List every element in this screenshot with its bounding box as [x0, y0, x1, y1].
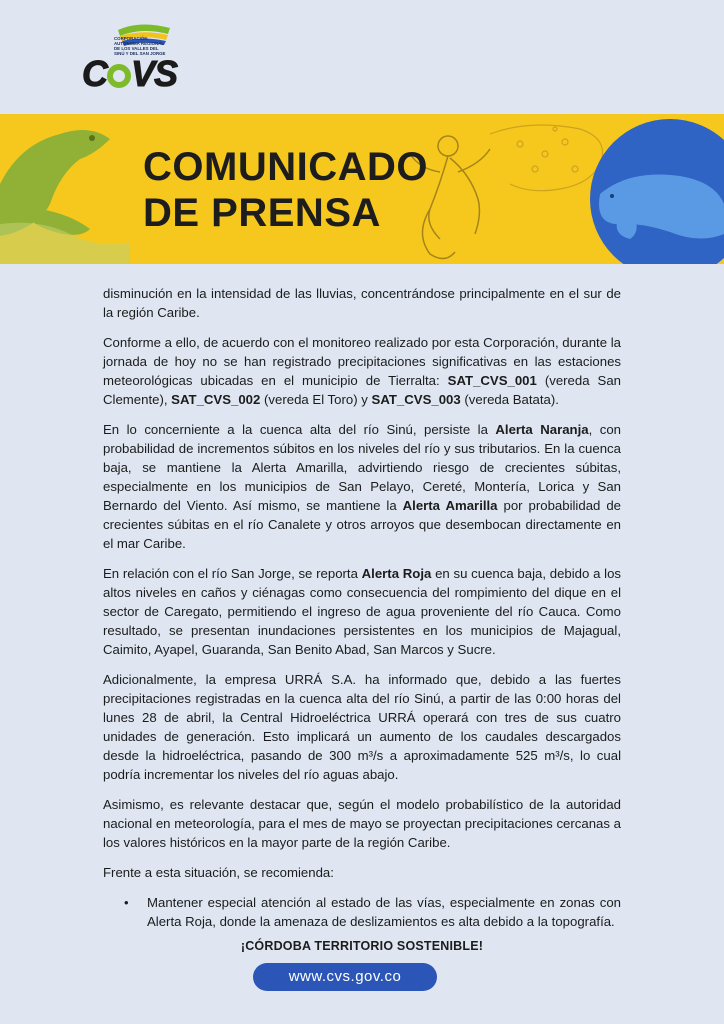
banner-title-line1: COMUNICADO — [143, 145, 428, 189]
logo-wordmark: C VS — [82, 53, 178, 94]
paragraph-3: En lo concerniente a la cuenca alta del río Sinú, persiste la Alerta Naranja, con probabilidad de incrementos súbitos en los niveles del río y sus tributarios. En la cuenca baja, se mantiene la Alerta Amarilla, advirtiendo riesgo de crecientes súbitas, especialmente en los municipios de San Pelayo, Cereté, Montería, Lorica y San Bernardo del Viento. Así mismo, se mantiene la Alerta Amarilla por probabilidad de crecientes súbitas en el río Canalete y otros arroyos que desembocan directamente en el mar Caribe. — [103, 422, 622, 551]
alert-level: Alerta Naranja — [495, 422, 589, 437]
banner-title-line2: DE PRENSA — [143, 191, 381, 235]
cvs-logo — [80, 22, 180, 96]
paragraph-4: En relación con el río San Jorge, se reporta Alerta Roja en su cuenca baja, debido a los altos niveles en caños y ciénagas como consecuencia del rompimiento del dique en el sector de Caregato, permitiendo el ingreso de agua proveniente del río Cauca. Como resultado, se presentan inundaciones persistentes en los municipios de Majagual, Caimito, Ayapel, Guaranda, San Benito Abad, San Marcos y Sucre. — [103, 566, 621, 657]
list-item: • Mantener especial atención al estado de las vías, especialmente en zonas con Alerta Roja, donde la amenaza de deslizamientos es alta debido a la topografía. — [103, 893, 621, 931]
recommendation-list — [103, 893, 621, 931]
alert-level: Alerta Roja — [361, 566, 432, 581]
paragraph-5: Adicionalmente, la empresa URRÁ S.A. ha informado que, debido a las fuertes precipitaciones registradas en la cuenca alta del río Sinú, a partir de las 0:00 horas del lunes 28 de abril, la Central Hidroeléctrica URRÁ operará con tres de sus cuatro unidades de generación. Esto implicará un aumento de los caudales descargados desde la hidroeléctrica, pasando de 300 m³/s a aproximadamente 525 m³/s, lo cual podría incrementar los niveles del río aguas abajo. — [103, 672, 621, 782]
paragraph-1: disminución en la intensidad de las lluvias, concentrándose principalmente en el sur de la región Caribe. — [103, 286, 621, 320]
paragraph-2: Conforme a ello, de acuerdo con el monitoreo realizado por esta Corporación, durante la jornada de hoy no se han registrado precipitaciones significativas en las estaciones meteorológicas ubicadas en el municipio de Tierralta: SAT_CVS_001 (vereda San Clemente), SAT_CVS_002 (vereda El Toro) y SAT_CVS_003 (vereda Batata). — [103, 335, 621, 407]
station-code: SAT_CVS_002 — [171, 392, 261, 407]
press-release-banner — [0, 114, 724, 264]
press-release-body — [103, 284, 621, 931]
station-code: SAT_CVS_003 — [371, 392, 461, 407]
banner-title — [143, 144, 428, 236]
logo-ring-icon — [107, 64, 131, 88]
paragraph-6: Asimismo, es relevante destacar que, según el modelo probabilístico de la autoridad nacional en meteorología, para el mes de mayo se proyectan precipitaciones cercanas a los valores históricos en la mayor parte de la región Caribe. — [103, 797, 621, 850]
paragraph-7: Frente a esta situación, se recomienda: — [103, 865, 334, 880]
logo-corporation-text: CORPORACIÓN AUTÓNOMA REGIONAL DE LOS VALLES DEL SINÚ Y DEL SAN JORGE — [114, 36, 166, 56]
alert-level: Alerta Amarilla — [402, 498, 498, 513]
station-code: SAT_CVS_001 — [447, 373, 537, 388]
website-link[interactable]: www.cvs.gov.co — [253, 963, 437, 991]
footer-slogan: ¡CÓRDOBA TERRITORIO SOSTENIBLE! — [240, 939, 484, 953]
